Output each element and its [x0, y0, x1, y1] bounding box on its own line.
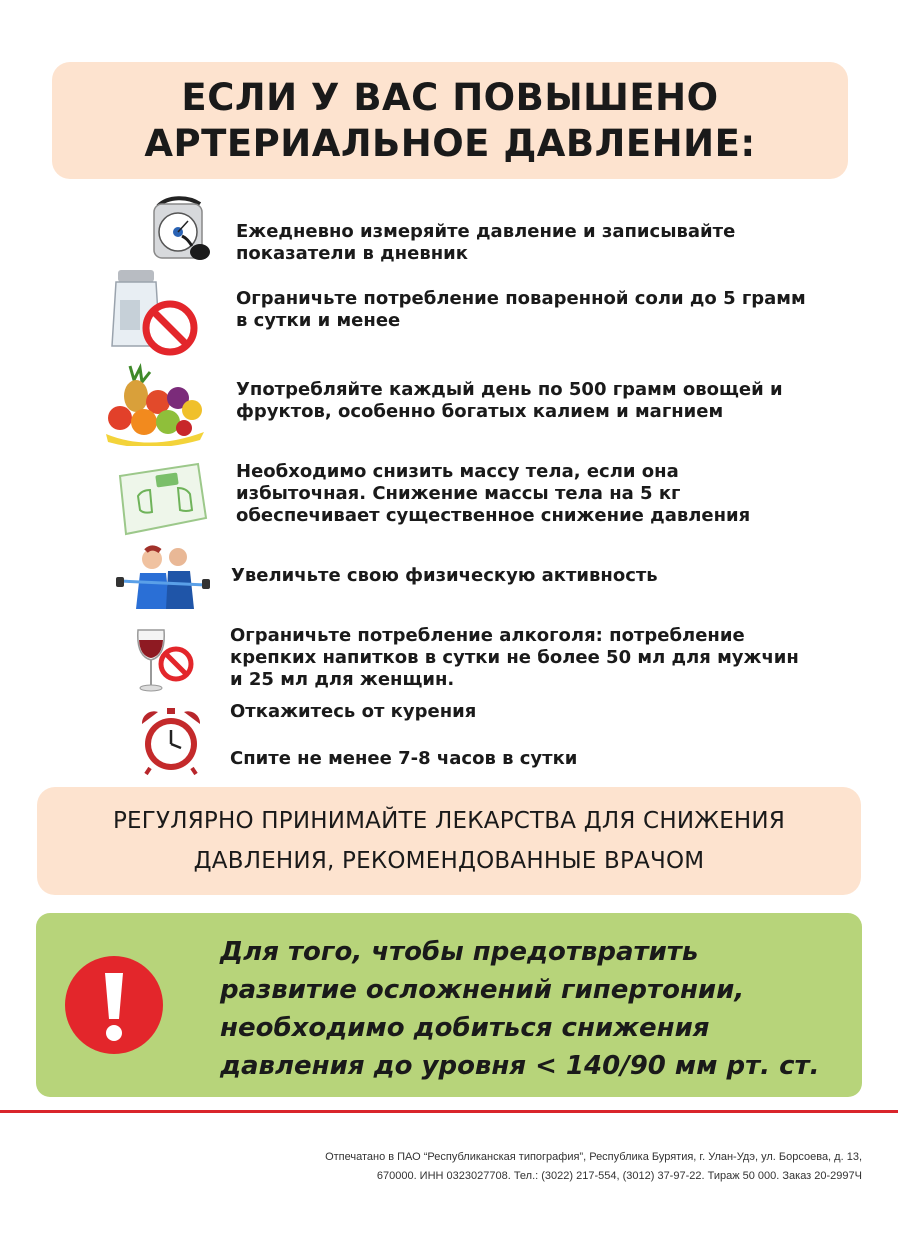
item-1-text	[236, 221, 735, 265]
item-3-line-1: Употребляйте каждый день по 500 грамм овощей и	[236, 379, 783, 400]
exclamation-icon	[64, 955, 164, 1055]
medication-line-1: РЕГУЛЯРНО ПРИНИМАЙТЕ ЛЕКАРСТВА ДЛЯ СНИЖЕНИЯ	[112, 808, 786, 834]
imprint-line-1: Отпечатано в ПАО “Республиканская типография”, Республика Бурятия, г. Улан-Удэ, ул. Борсоева, д. 13,	[325, 1151, 862, 1163]
item-4-line-2: избыточная. Снижение массы тела на 5 кг	[236, 483, 681, 504]
item-8-line-1: Спите не менее 7-8 часов в сутки	[230, 748, 578, 769]
item-2-line-2: в сутки и менее	[236, 310, 401, 331]
warning-text	[220, 933, 819, 1085]
blood-pressure-monitor-icon	[148, 194, 214, 264]
warning-line-1: Для того, чтобы предотвратить	[220, 937, 699, 967]
warning-line-3: необходимо добиться снижения	[220, 1013, 710, 1043]
item-1-line-1: Ежедневно измеряйте давление и записывайте	[236, 221, 736, 242]
title-box	[52, 62, 848, 179]
medication-line-2: ДАВЛЕНИЯ, РЕКОМЕНДОВАННЫЕ ВРАЧОМ	[193, 848, 705, 874]
warning-line-4: давления до уровня < 140/90 мм рт. ст.	[220, 1051, 820, 1081]
item-3-text	[236, 379, 783, 423]
item-6-line-2: крепких напитков в сутки не более 50 мл для мужчин	[230, 647, 799, 668]
exercise-icon	[116, 545, 210, 609]
medication-box	[37, 787, 861, 895]
item-6-line-3: и 25 мл для женщин.	[230, 669, 455, 690]
item-1-line-2: показатели в дневник	[236, 243, 468, 264]
item-6-text	[230, 625, 799, 691]
warning-box	[36, 913, 862, 1097]
item-7-line-1: Откажитесь от курения	[230, 701, 477, 722]
no-salt-icon	[108, 266, 200, 358]
item-4-line-1: Необходимо снизить массу тела, если она	[236, 461, 679, 482]
no-alcohol-icon	[134, 626, 196, 694]
item-3-line-2: фруктов, особенно богатых калием и магнием	[236, 401, 724, 422]
item-4-text	[236, 461, 750, 527]
item-2-line-1: Ограничьте потребление поваренной соли до 5 грамм	[236, 288, 806, 309]
alarm-clock-icon	[136, 706, 206, 776]
item-6-line-1: Ограничьте потребление алкоголя: потребление	[230, 625, 745, 646]
imprint-line-2: 670000. ИНН 0323027708. Тел.: (3022) 217-554, (3012) 37-97-22. Тираж 50 000. Заказ 20-2997Ч	[376, 1170, 862, 1182]
item-4-line-3: обеспечивает существенное снижение давления	[236, 505, 751, 526]
scale-icon	[106, 460, 210, 538]
item-5-text	[231, 565, 658, 587]
footer-divider	[0, 1110, 898, 1113]
imprint-footer	[325, 1148, 862, 1186]
warning-line-2: развитие осложнений гипертонии,	[220, 975, 745, 1005]
item-2-text	[236, 288, 806, 332]
fruits-vegetables-icon	[100, 362, 208, 446]
title-line-2: АРТЕРИАЛЬНОЕ ДАВЛЕНИЕ:	[144, 121, 756, 165]
item-7-text	[230, 701, 476, 723]
title-line-1: ЕСЛИ У ВАС ПОВЫШЕНО	[181, 75, 719, 119]
item-5-line-1: Увеличьте свою физическую активность	[231, 565, 658, 586]
item-8-text	[230, 748, 577, 770]
